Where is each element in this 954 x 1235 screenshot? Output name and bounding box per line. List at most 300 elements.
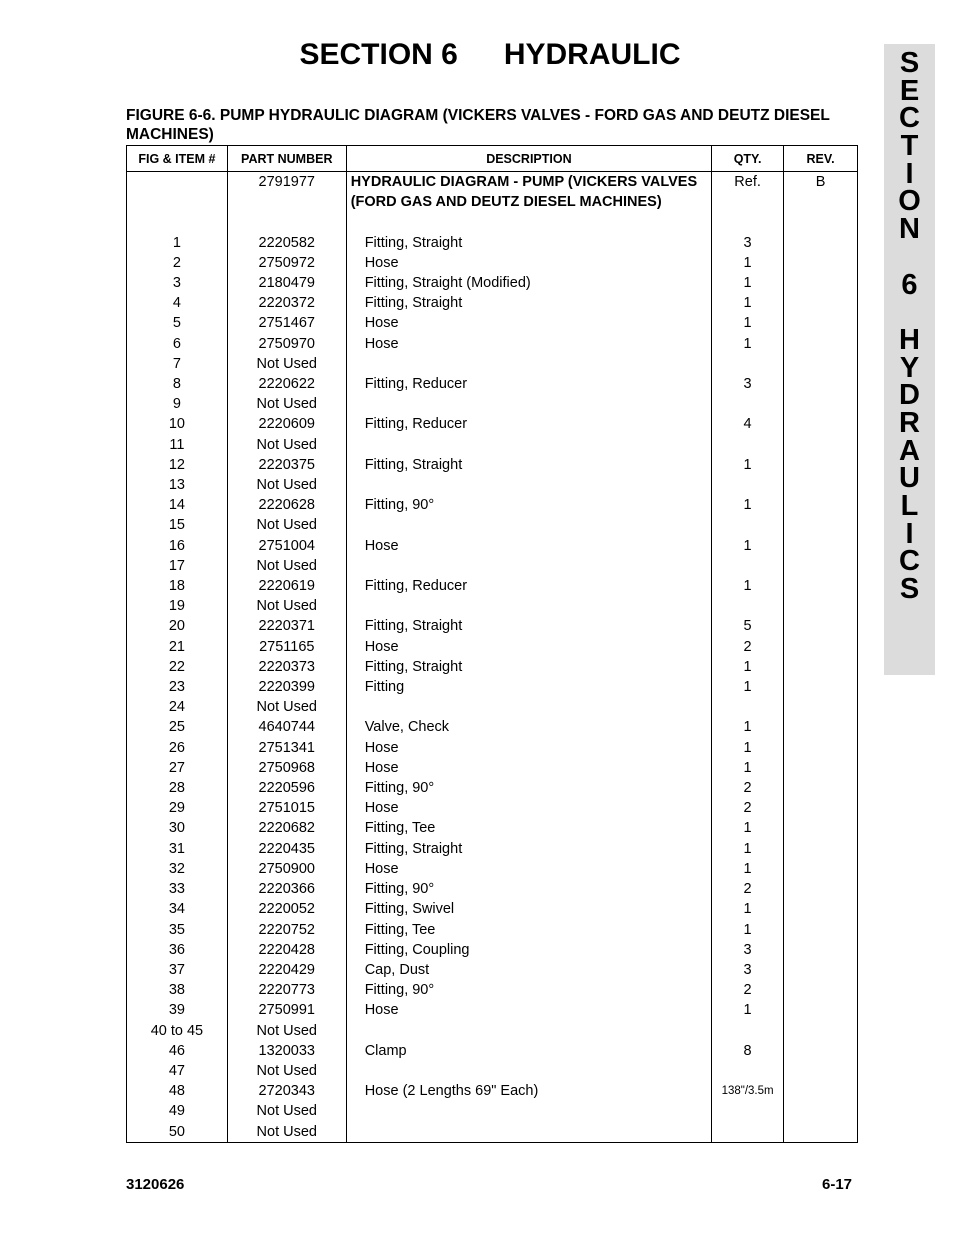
- description-cell: [346, 839, 711, 859]
- qty-cell: 1: [712, 313, 784, 333]
- rev-cell: [784, 1101, 858, 1121]
- fig-item-cell: 4: [127, 293, 228, 313]
- part-number-cell: 2220375: [227, 455, 346, 475]
- fig-item-cell: 28: [127, 778, 228, 798]
- table-header-row: [127, 146, 858, 172]
- side-tab-letter: I: [905, 517, 914, 550]
- qty-cell: 1: [712, 455, 784, 475]
- description-cell: [346, 374, 711, 394]
- description-cell: [346, 738, 711, 758]
- description-cell-text: Hose: [364, 1002, 399, 1019]
- qty-cell: 1: [712, 576, 784, 596]
- qty-cell: [712, 1101, 784, 1121]
- table-row: [127, 758, 858, 778]
- fig-item-cell: 12: [127, 455, 228, 475]
- description-cell: [346, 657, 711, 677]
- description-cell: [346, 677, 711, 697]
- table-row: [127, 1101, 858, 1121]
- description-cell-text: Fitting, Tee: [364, 921, 436, 938]
- fig-item-cell: 23: [127, 677, 228, 697]
- rev-cell: [784, 273, 858, 293]
- empty-cell: [127, 192, 228, 212]
- rev-cell: [784, 778, 858, 798]
- qty-cell: [712, 1021, 784, 1041]
- rev-cell: [784, 253, 858, 273]
- side-tab-letter: I: [905, 157, 914, 190]
- description-cell-text: Fitting, Straight: [364, 658, 463, 675]
- description-cell: [346, 637, 711, 657]
- table-row: [127, 233, 858, 253]
- description-cell-text: Hose: [364, 739, 399, 756]
- description-cell: [346, 960, 711, 980]
- side-tab-letter: S: [899, 573, 920, 606]
- description-cell-text: Fitting, Reducer: [364, 376, 468, 393]
- fig-item-cell: 40 to 45: [127, 1021, 228, 1041]
- fig-item-cell: 7: [127, 354, 228, 374]
- part-number-cell: Not Used: [227, 475, 346, 495]
- table-row: [127, 455, 858, 475]
- description-cell-text: Valve, Check: [364, 719, 450, 736]
- table-row: [127, 738, 858, 758]
- table-row: [127, 920, 858, 940]
- part-number-cell: 2220366: [227, 879, 346, 899]
- fig-item-cell: 24: [127, 697, 228, 717]
- description-cell: [346, 1021, 711, 1041]
- side-tab-letter: E: [899, 74, 920, 107]
- empty-cell: [712, 192, 784, 212]
- rev-cell: [784, 798, 858, 818]
- table-row: [127, 960, 858, 980]
- fig-item-cell: 19: [127, 596, 228, 616]
- description-cell: [346, 475, 711, 495]
- qty-cell: [712, 354, 784, 374]
- description-cell-text: Hose: [364, 860, 399, 877]
- header-qty: QTY.: [712, 146, 784, 172]
- fig-item-cell: 15: [127, 515, 228, 535]
- table-row: [127, 717, 858, 737]
- rev-cell: [784, 334, 858, 354]
- table-row: [127, 414, 858, 434]
- fig-item-cell: 50: [127, 1122, 228, 1143]
- assembly-desc-line2: (FORD GAS AND DEUTZ DIESEL MACHINES): [350, 194, 662, 211]
- part-number-cell: 4640744: [227, 717, 346, 737]
- qty-cell: 2: [712, 879, 784, 899]
- rev-cell: [784, 515, 858, 535]
- description-cell: [346, 354, 711, 374]
- rev-cell: [784, 758, 858, 778]
- rev-cell: [784, 556, 858, 576]
- assembly-description-cont: [346, 192, 711, 212]
- side-tab-letter: D: [899, 379, 920, 412]
- qty-cell: 1: [712, 536, 784, 556]
- part-number-cell: 2750972: [227, 253, 346, 273]
- table-row: [127, 798, 858, 818]
- qty-cell: [712, 1061, 784, 1081]
- part-number-cell: 2750991: [227, 1000, 346, 1020]
- description-cell-text: Hose: [364, 759, 399, 776]
- fig-item-cell: 47: [127, 1061, 228, 1081]
- qty-cell: 2: [712, 980, 784, 1000]
- fig-item-cell: 9: [127, 394, 228, 414]
- side-tab-letter: U: [899, 462, 920, 495]
- rev-cell: [784, 394, 858, 414]
- description-cell-text: Clamp: [364, 1042, 407, 1059]
- side-tab-letter: Y: [899, 351, 920, 384]
- qty-cell: 1: [712, 657, 784, 677]
- qty-cell: 1: [712, 1000, 784, 1020]
- table-row: [127, 515, 858, 535]
- part-number-cell: 2220052: [227, 899, 346, 919]
- qty-cell: 4: [712, 414, 784, 434]
- part-number-cell: 2220609: [227, 414, 346, 434]
- section-name: HYDRAULIC: [503, 38, 681, 71]
- section-title: [0, 38, 954, 72]
- description-cell: [346, 940, 711, 960]
- rev-cell: [784, 435, 858, 455]
- fig-item-cell: 25: [127, 717, 228, 737]
- qty-cell: 3: [712, 960, 784, 980]
- fig-item-cell: 35: [127, 920, 228, 940]
- part-number-cell: 2720343: [227, 1081, 346, 1101]
- rev-cell: [784, 657, 858, 677]
- rev-cell: [784, 940, 858, 960]
- assembly-part-number: 2791977: [227, 172, 346, 193]
- rev-cell: [784, 475, 858, 495]
- part-number-cell: Not Used: [227, 1122, 346, 1143]
- header-fig-item: FIG & ITEM #: [127, 146, 228, 172]
- header-part-number: PART NUMBER: [227, 146, 346, 172]
- part-number-cell: Not Used: [227, 1061, 346, 1081]
- description-cell: [346, 1061, 711, 1081]
- table-row: [127, 980, 858, 1000]
- description-cell: [346, 1101, 711, 1121]
- parts-table: [126, 145, 858, 1143]
- side-tab-letter: C: [899, 545, 920, 578]
- side-tab-letter: A: [899, 434, 920, 467]
- part-number-cell: Not Used: [227, 596, 346, 616]
- description-cell-text: Fitting, 90°: [364, 982, 435, 999]
- description-cell: [346, 293, 711, 313]
- description-cell-text: Hose: [364, 315, 399, 332]
- part-number-cell: 2751165: [227, 637, 346, 657]
- table-row: [127, 879, 858, 899]
- qty-cell: 2: [712, 637, 784, 657]
- fig-item-cell: 8: [127, 374, 228, 394]
- table-row: [127, 839, 858, 859]
- part-number-cell: 2751467: [227, 313, 346, 333]
- qty-cell: 1: [712, 859, 784, 879]
- part-number-cell: 2220773: [227, 980, 346, 1000]
- part-number-cell: 2220628: [227, 495, 346, 515]
- table-row: [127, 657, 858, 677]
- table-row: [127, 313, 858, 333]
- description-cell-text: Hose: [364, 254, 399, 271]
- qty-cell: [712, 697, 784, 717]
- header-rev: REV.: [784, 146, 858, 172]
- empty-cell: [712, 212, 784, 232]
- description-cell: [346, 798, 711, 818]
- side-tab-letters: [884, 47, 935, 606]
- side-tab-letter: S: [899, 47, 920, 79]
- description-cell: [346, 273, 711, 293]
- side-tab-letter: [884, 244, 935, 272]
- description-cell: [346, 556, 711, 576]
- assembly-desc-line1: HYDRAULIC DIAGRAM - PUMP (VICKERS VALVES: [350, 174, 698, 190]
- fig-item-cell: 31: [127, 839, 228, 859]
- table-row: [127, 1081, 858, 1101]
- qty-cell: 1: [712, 495, 784, 515]
- fig-item-cell: 36: [127, 940, 228, 960]
- rev-cell: [784, 596, 858, 616]
- description-cell-text: Hose: [364, 800, 399, 817]
- part-number-cell: 1320033: [227, 1041, 346, 1061]
- qty-cell: 1: [712, 899, 784, 919]
- empty-cell: [784, 192, 858, 212]
- qty-cell: [712, 475, 784, 495]
- description-cell-text: Fitting, Tee: [364, 820, 436, 837]
- fig-item-cell: 39: [127, 1000, 228, 1020]
- table-row: [127, 536, 858, 556]
- fig-item-cell: 21: [127, 637, 228, 657]
- rev-cell: [784, 414, 858, 434]
- fig-item-cell: 49: [127, 1101, 228, 1121]
- qty-cell: 138"/3.5m: [712, 1081, 784, 1101]
- section-side-tab: [884, 44, 935, 675]
- part-number-cell: Not Used: [227, 697, 346, 717]
- description-cell-text: Fitting, 90°: [364, 780, 435, 797]
- part-number-cell: 2750900: [227, 859, 346, 879]
- description-cell-text: Fitting, Straight: [364, 295, 463, 312]
- fig-item-cell: 1: [127, 233, 228, 253]
- fig-item-cell: 11: [127, 435, 228, 455]
- empty-cell: [127, 212, 228, 232]
- assembly-rev: B: [784, 172, 858, 193]
- description-cell-text: Fitting, Straight: [364, 840, 463, 857]
- table-row: [127, 596, 858, 616]
- description-cell: [346, 980, 711, 1000]
- description-cell: [346, 818, 711, 838]
- part-number-cell: 2220619: [227, 576, 346, 596]
- part-number-cell: Not Used: [227, 354, 346, 374]
- rev-cell: [784, 697, 858, 717]
- rev-cell: [784, 233, 858, 253]
- rev-cell: [784, 920, 858, 940]
- fig-item-cell: 13: [127, 475, 228, 495]
- fig-item-cell: 2: [127, 253, 228, 273]
- description-cell: [346, 576, 711, 596]
- table-row: [127, 556, 858, 576]
- fig-item-cell: 27: [127, 758, 228, 778]
- description-cell: [346, 596, 711, 616]
- description-cell: [346, 1122, 711, 1143]
- qty-cell: 1: [712, 717, 784, 737]
- rev-cell: [784, 536, 858, 556]
- part-number-cell: 2220372: [227, 293, 346, 313]
- fig-item-cell: 37: [127, 960, 228, 980]
- fig-item-cell: 46: [127, 1041, 228, 1061]
- table-row: [127, 435, 858, 455]
- fig-item-cell: 6: [127, 334, 228, 354]
- table-row: [127, 697, 858, 717]
- fig-item-cell: 22: [127, 657, 228, 677]
- description-cell-text: Fitting, 90°: [364, 881, 435, 898]
- rev-cell: [784, 859, 858, 879]
- qty-cell: 1: [712, 839, 784, 859]
- fig-item-cell: 48: [127, 1081, 228, 1101]
- side-tab-letter: 6: [901, 268, 918, 301]
- description-cell-text: Hose: [364, 638, 399, 655]
- description-cell-text: Fitting, Straight: [364, 234, 463, 251]
- figure-title: FIGURE 6-6. PUMP HYDRAULIC DIAGRAM (VICKERS VALVES - FORD GAS AND DEUTZ DIESEL MACHINES): [126, 107, 830, 143]
- assembly-fig: [127, 172, 228, 193]
- description-cell-text: Fitting, Straight (Modified): [364, 275, 531, 291]
- rev-cell: [784, 354, 858, 374]
- qty-cell: [712, 435, 784, 455]
- description-cell: [346, 253, 711, 273]
- empty-cell: [784, 212, 858, 232]
- description-cell: [346, 414, 711, 434]
- fig-item-cell: 10: [127, 414, 228, 434]
- description-cell-text: Fitting, Reducer: [364, 578, 468, 595]
- description-cell: [346, 334, 711, 354]
- qty-cell: 1: [712, 818, 784, 838]
- description-cell: [346, 1081, 711, 1101]
- part-number-cell: 2750970: [227, 334, 346, 354]
- description-cell: [346, 879, 711, 899]
- rev-cell: [784, 1061, 858, 1081]
- description-cell-text: Fitting, Straight: [364, 456, 463, 473]
- fig-item-cell: 32: [127, 859, 228, 879]
- description-cell: [346, 394, 711, 414]
- qty-cell: 1: [712, 758, 784, 778]
- table-row: [127, 637, 858, 657]
- fig-item-cell: 3: [127, 273, 228, 293]
- rev-cell: [784, 980, 858, 1000]
- side-tab-letter: C: [899, 102, 920, 135]
- rev-cell: [784, 738, 858, 758]
- table-row: [127, 616, 858, 636]
- rev-cell: [784, 495, 858, 515]
- description-cell: [346, 899, 711, 919]
- qty-cell: [712, 596, 784, 616]
- part-number-cell: Not Used: [227, 515, 346, 535]
- part-number-cell: Not Used: [227, 556, 346, 576]
- rev-cell: [784, 616, 858, 636]
- qty-cell: 1: [712, 738, 784, 758]
- table-row: [127, 1000, 858, 1020]
- qty-cell: 2: [712, 798, 784, 818]
- header-description: DESCRIPTION: [346, 146, 711, 172]
- table-row: [127, 1041, 858, 1061]
- rev-cell: [784, 677, 858, 697]
- side-tab-letter: L: [900, 490, 919, 522]
- part-number-cell: 2220435: [227, 839, 346, 859]
- description-cell: [346, 778, 711, 798]
- qty-cell: 1: [712, 677, 784, 697]
- part-number-cell: 2751004: [227, 536, 346, 556]
- fig-item-cell: 16: [127, 536, 228, 556]
- description-cell: [346, 1000, 711, 1020]
- description-cell-text: Hose (2 Lengths 69" Each): [364, 1083, 539, 1100]
- table-row: [127, 253, 858, 273]
- fig-item-cell: 5: [127, 313, 228, 333]
- rev-cell: [784, 374, 858, 394]
- qty-cell: 2: [712, 778, 784, 798]
- rev-cell: [784, 717, 858, 737]
- description-cell-text: Cap, Dust: [364, 961, 430, 978]
- qty-cell: 5: [712, 616, 784, 636]
- qty-cell: 1: [712, 293, 784, 313]
- rev-cell: [784, 879, 858, 899]
- fig-item-cell: 17: [127, 556, 228, 576]
- fig-item-cell: 34: [127, 899, 228, 919]
- description-cell: [346, 233, 711, 253]
- section-number: SECTION 6: [299, 38, 458, 71]
- page-number: 6-17: [822, 1176, 853, 1193]
- qty-cell: 1: [712, 253, 784, 273]
- rev-cell: [784, 839, 858, 859]
- table-row: [127, 818, 858, 838]
- side-tab-letter: H: [899, 323, 920, 356]
- table-row: [127, 374, 858, 394]
- description-cell: [346, 697, 711, 717]
- table-row: [127, 778, 858, 798]
- part-number-cell: 2220399: [227, 677, 346, 697]
- table-row: [127, 354, 858, 374]
- table-row: [127, 334, 858, 354]
- qty-cell: 1: [712, 334, 784, 354]
- table-row: [127, 576, 858, 596]
- rev-cell: [784, 637, 858, 657]
- description-cell: [346, 515, 711, 535]
- description-cell-text: Hose: [364, 537, 399, 554]
- description-cell: [346, 455, 711, 475]
- part-number-cell: Not Used: [227, 394, 346, 414]
- side-tab-letter: N: [899, 213, 920, 246]
- part-number-cell: 2750968: [227, 758, 346, 778]
- side-tab-letter: [884, 299, 935, 327]
- description-cell: [346, 495, 711, 515]
- fig-item-cell: 30: [127, 818, 228, 838]
- rev-cell: [784, 576, 858, 596]
- side-tab-letter: T: [900, 130, 919, 163]
- description-cell: [346, 435, 711, 455]
- doc-number: 3120626: [126, 1176, 185, 1193]
- description-cell: [346, 313, 711, 333]
- rev-cell: [784, 1081, 858, 1101]
- table-row: [127, 1122, 858, 1143]
- description-cell: [346, 536, 711, 556]
- empty-cell: [227, 192, 346, 212]
- qty-cell: 3: [712, 233, 784, 253]
- rev-cell: [784, 455, 858, 475]
- empty-cell: [346, 212, 711, 232]
- side-tab-letter: R: [899, 406, 920, 439]
- qty-cell: 1: [712, 273, 784, 293]
- part-number-cell: 2751341: [227, 738, 346, 758]
- table-row: [127, 859, 858, 879]
- part-number-cell: 2751015: [227, 798, 346, 818]
- description-cell-text: Fitting, Straight: [364, 618, 463, 635]
- rev-cell: [784, 1041, 858, 1061]
- qty-cell: [712, 394, 784, 414]
- description-cell: [346, 859, 711, 879]
- description-cell-text: Fitting, Coupling: [364, 941, 470, 958]
- part-number-cell: 2220752: [227, 920, 346, 940]
- qty-cell: [712, 515, 784, 535]
- part-number-cell: Not Used: [227, 1021, 346, 1041]
- fig-item-cell: 26: [127, 738, 228, 758]
